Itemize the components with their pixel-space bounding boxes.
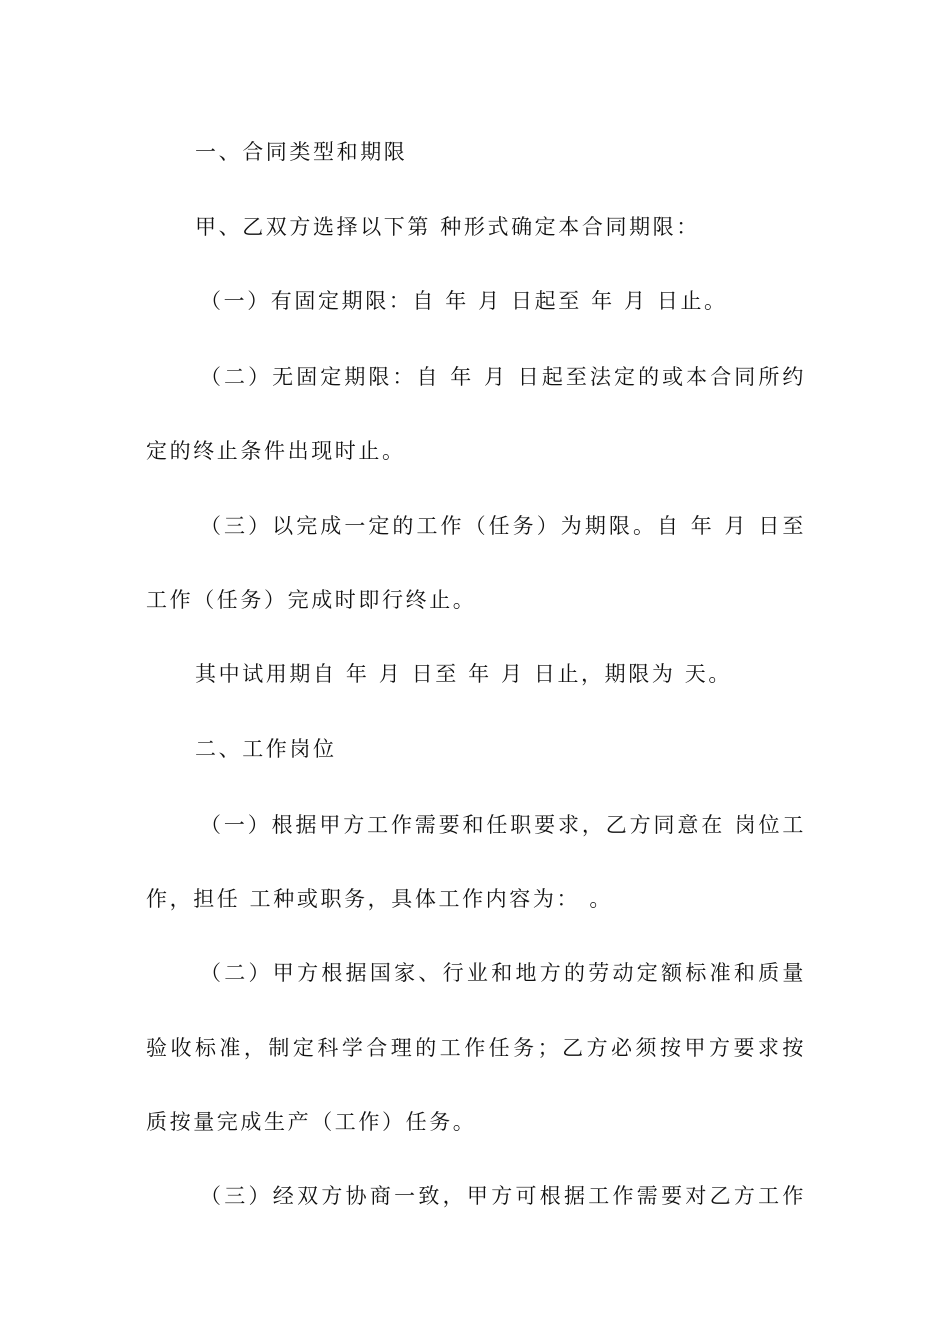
section-heading-contract-type: 一、合同类型和期限	[195, 140, 408, 164]
paragraph-line: 定的终止条件出现时止。	[146, 439, 406, 463]
paragraph-line: （一）有固定期限：自 年 月 日起至 年 月 日止。	[200, 289, 728, 313]
paragraph-line: 工作（任务）完成时即行终止。	[146, 588, 477, 612]
paragraph-line: （一）根据甲方工作需要和任职要求，乙方同意在 岗位工	[200, 813, 806, 837]
paragraph-line: 其中试用期自 年 月 日至 年 月 日止，期限为 天。	[195, 662, 732, 686]
paragraph-line: 验收标准，制定科学合理的工作任务；乙方必须按甲方要求按	[146, 1036, 806, 1060]
paragraph-line: （三）以完成一定的工作（任务）为期限。自 年 月 日至	[200, 514, 806, 538]
paragraph-line: 甲、乙双方选择以下第 种形式确定本合同期限：	[195, 215, 700, 239]
section-heading-work-position: 二、工作岗位	[195, 737, 337, 761]
paragraph-line: 作，担任 工种或职务，具体工作内容为： 。	[146, 887, 613, 911]
paragraph-line: 质按量完成生产（工作）任务。	[146, 1110, 477, 1134]
paragraph-line: （二）甲方根据国家、行业和地方的劳动定额标准和质量	[200, 961, 806, 985]
paragraph-line: （二）无固定期限：自 年 月 日起至法定的或本合同所约	[200, 365, 806, 389]
paragraph-line: （三）经双方协商一致，甲方可根据工作需要对乙方工作	[200, 1184, 806, 1208]
